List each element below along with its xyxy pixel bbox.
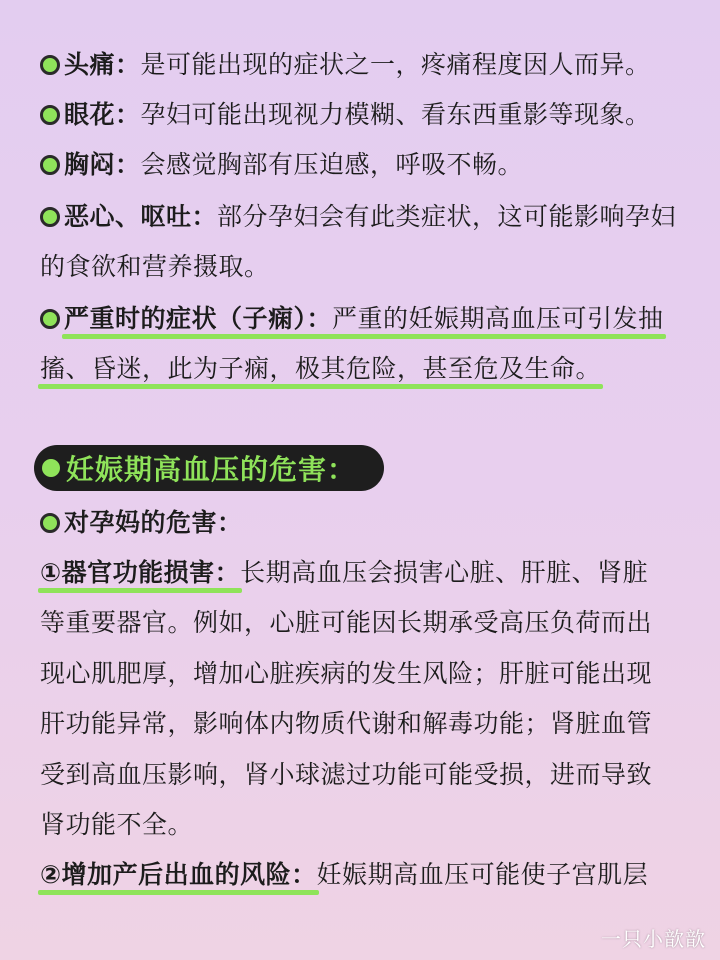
symptom-sep: ： <box>115 50 141 79</box>
symptom-title: 恶心、呕吐 <box>64 202 192 231</box>
harm-title: ②增加产后出血的风险： <box>40 860 317 889</box>
symptom-sep: ： <box>191 202 218 231</box>
symptom-eclampsia-cont: 搐、昏迷，此为子痫，极其危险，甚至危及生命。 <box>40 354 602 383</box>
bullet-icon <box>40 55 60 75</box>
watermark: 一只小歆歆 <box>601 927 706 951</box>
harm-text-line: 现心肌肥厚，增加心脏疾病的发生风险；肝脏可能出现 <box>40 659 653 688</box>
symptom-sep: ： <box>115 100 141 129</box>
symptom-title: 严重时的症状（子痫）： <box>64 304 333 333</box>
symptom-title: 眼花 <box>64 100 116 129</box>
symptom-title: 胸闷 <box>64 150 116 179</box>
symptom-text: 孕妇可能出现视力模糊、看东西重影等现象。 <box>140 100 651 129</box>
section-title: 妊娠期高血压的危害： <box>66 453 357 486</box>
subsection-title: 对孕妈的危害： <box>64 508 243 537</box>
harm-text-line: 受到高血压影响，肾小球滤过功能可能受损，进而导致 <box>40 760 653 789</box>
symptom-eclampsia-cont-row <box>40 352 601 386</box>
symptom-headache <box>40 48 651 82</box>
subsection-heading <box>40 506 243 540</box>
harm-text-line: 肝功能异常，影响体内物质代谢和解毒功能；肾脏血管 <box>40 709 653 738</box>
bullet-icon <box>40 155 60 175</box>
harm-text-line: 等重要器官。例如，心脏可能因长期承受高压负荷而出 <box>40 608 653 637</box>
bullet-icon <box>40 309 60 329</box>
symptom-text: 严重的妊娠期高血压可引发抽 <box>332 304 664 333</box>
harm-title: ①器官功能损害： <box>40 558 241 587</box>
harm-text: 妊娠期高血压可能使子宫肌层 <box>316 860 649 889</box>
bullet-icon <box>42 459 60 477</box>
bullet-icon <box>40 105 60 125</box>
symptom-text: 部分孕妇会有此类症状，这可能影响孕妇 <box>217 202 677 231</box>
harm-text-line: 肾功能不全。 <box>40 810 194 839</box>
section-heading <box>34 445 384 491</box>
harm-item-hemorrhage <box>40 858 648 892</box>
symptom-title: 头痛 <box>64 50 116 79</box>
bullet-icon <box>40 207 60 227</box>
symptom-text: 是可能出现的症状之一，疼痛程度因人而异。 <box>140 50 651 79</box>
symptom-blurred-vision <box>40 98 651 132</box>
harm-text: 长期高血压会损害心脏、肝脏、肾脏 <box>240 558 649 587</box>
symptom-chest-tightness <box>40 148 523 182</box>
harm-item-organ <box>40 556 648 590</box>
symptom-nausea-cont: 的食欲和营养摄取。 <box>40 252 270 281</box>
bullet-icon <box>40 513 60 533</box>
symptom-eclampsia <box>40 302 664 336</box>
symptom-sep: ： <box>115 150 141 179</box>
symptom-text: 会感觉胸部有压迫感，呼吸不畅。 <box>140 150 524 179</box>
symptom-nausea <box>40 200 676 234</box>
